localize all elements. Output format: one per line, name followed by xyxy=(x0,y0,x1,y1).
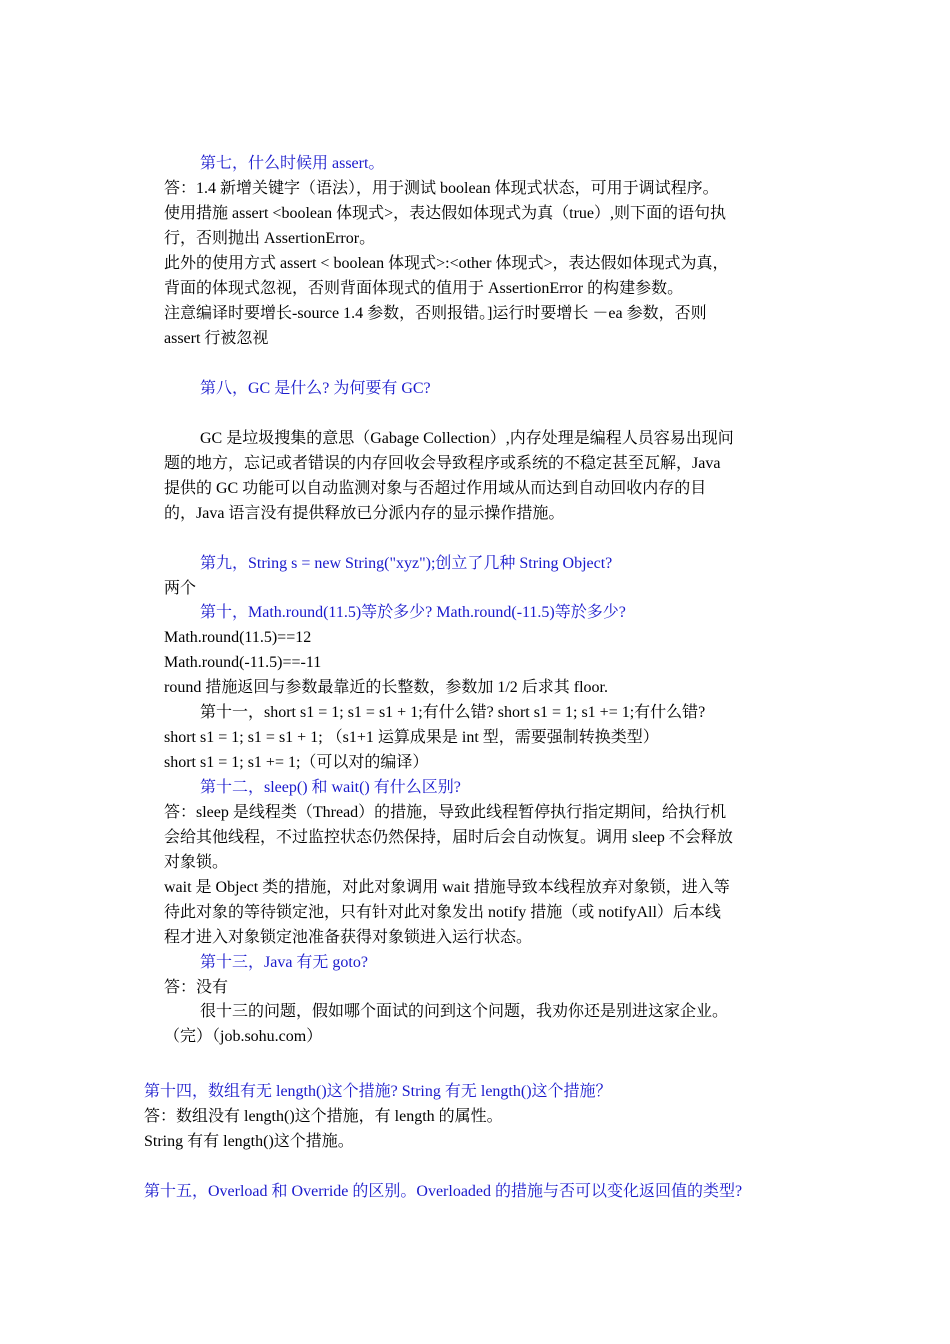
question-13-heading: 第十三，Java 有无 goto? xyxy=(200,954,368,971)
answer-line: 注意编译时要增长-source 1.4 参数，否则报错。]运行时要增长 －ea 参数，否则 xyxy=(164,305,707,322)
question-10-heading: 第十，Math.round(11.5)等於多少? Math.round(-11.5)等於多少? xyxy=(200,604,626,621)
answer-line: String 有有 length()这个措施。 xyxy=(144,1133,354,1150)
answer-line: short s1 = 1; s1 = s1 + 1; （s1+1 运算成果是 int 型，需要强制转换类型） xyxy=(164,729,659,746)
answer-line: Math.round(11.5)==12 xyxy=(164,629,312,646)
answer-line: 很十三的问题，假如哪个面试的问到这个问题，我劝你还是别进这家企业。 xyxy=(200,1003,729,1020)
answer-line: 背面的体现式忽视，否则背面体现式的值用于 AssertionError 的构建参数。 xyxy=(164,280,684,297)
question-14-heading: 第十四，数组有无 length()这个措施? String 有无 length()这个措施？ xyxy=(144,1083,612,1100)
answer-line: 两个 xyxy=(164,580,197,597)
answer-line: round 措施返回与参数最靠近的长整数，参数加 1/2 后求其 floor. xyxy=(164,679,608,696)
answer-line: short s1 = 1; s1 += 1;（可以对的编译） xyxy=(164,754,429,771)
answer-line: 提供的 GC 功能可以自动监测对象与否超过作用域从而达到自动回收内存的目 xyxy=(164,480,707,497)
answer-line: GC 是垃圾搜集的意思（Gabage Collection）,内存处理是编程人员容易出现问 xyxy=(200,430,734,447)
answer-line: 会给其他线程，不过监控状态仍然保持，届时后会自动恢复。调用 sleep 不会释放 xyxy=(164,829,733,846)
answer-line: （完）（job.sohu.com） xyxy=(164,1028,323,1045)
question-11-heading: 第十一，short s1 = 1; s1 = s1 + 1;有什么错? short s1 = 1; s1 += 1;有什么错? xyxy=(200,704,706,721)
question-8-heading: 第八，GC 是什么? 为何要有 GC? xyxy=(200,380,431,397)
answer-line: 行，否则抛出 AssertionError。 xyxy=(164,230,376,247)
answer-line: 使用措施 assert <boolean 体现式>，表达假如体现式为真（true）,则下面的语句执 xyxy=(164,205,727,222)
answer-line: Math.round(-11.5)==-11 xyxy=(164,654,322,671)
answer-line: assert 行被忽视 xyxy=(164,330,269,347)
answer-line: 对象锁。 xyxy=(164,854,229,871)
answer-line: 答：1.4 新增关键字（语法），用于测试 boolean 体现式状态，可用于调试程序。 xyxy=(164,180,719,197)
answer-line: 答：没有 xyxy=(164,979,229,996)
question-9-heading: 第九，String s = new String("xyz");创立了几种 String Object? xyxy=(200,555,613,572)
question-7-heading: 第七，什么时候用 assert。 xyxy=(200,155,385,172)
question-12-heading: 第十二，sleep() 和 wait() 有什么区别? xyxy=(200,779,461,796)
answer-line: 答：数组没有 length()这个措施，有 length 的属性。 xyxy=(144,1108,503,1125)
answer-line: 此外的使用方式 assert < boolean 体现式>:<other 体现式>，表达假如体现式为真， xyxy=(164,255,729,272)
answer-line: 答：sleep 是线程类（Thread）的措施，导致此线程暂停执行指定期间，给执行机 xyxy=(164,804,727,821)
answer-line: 的，Java 语言没有提供释放已分派内存的显示操作措施。 xyxy=(164,505,565,522)
answer-line: 程才进入对象锁定池准备获得对象锁进入运行状态。 xyxy=(164,929,533,946)
answer-line: 待此对象的等待锁定池，只有针对此对象发出 notify 措施（或 notifyAll）后本线 xyxy=(164,904,721,921)
question-15-heading: 第十五，Overload 和 Override 的区别。Overloaded 的措施与否可以变化返回值的类型? xyxy=(144,1183,743,1200)
answer-line: 题的地方，忘记或者错误的内存回收会导致程序或系统的不稳定甚至瓦解，Java xyxy=(164,455,721,472)
answer-line: wait 是 Object 类的措施，对此对象调用 wait 措施导致本线程放弃对象锁，进入等 xyxy=(164,879,730,896)
